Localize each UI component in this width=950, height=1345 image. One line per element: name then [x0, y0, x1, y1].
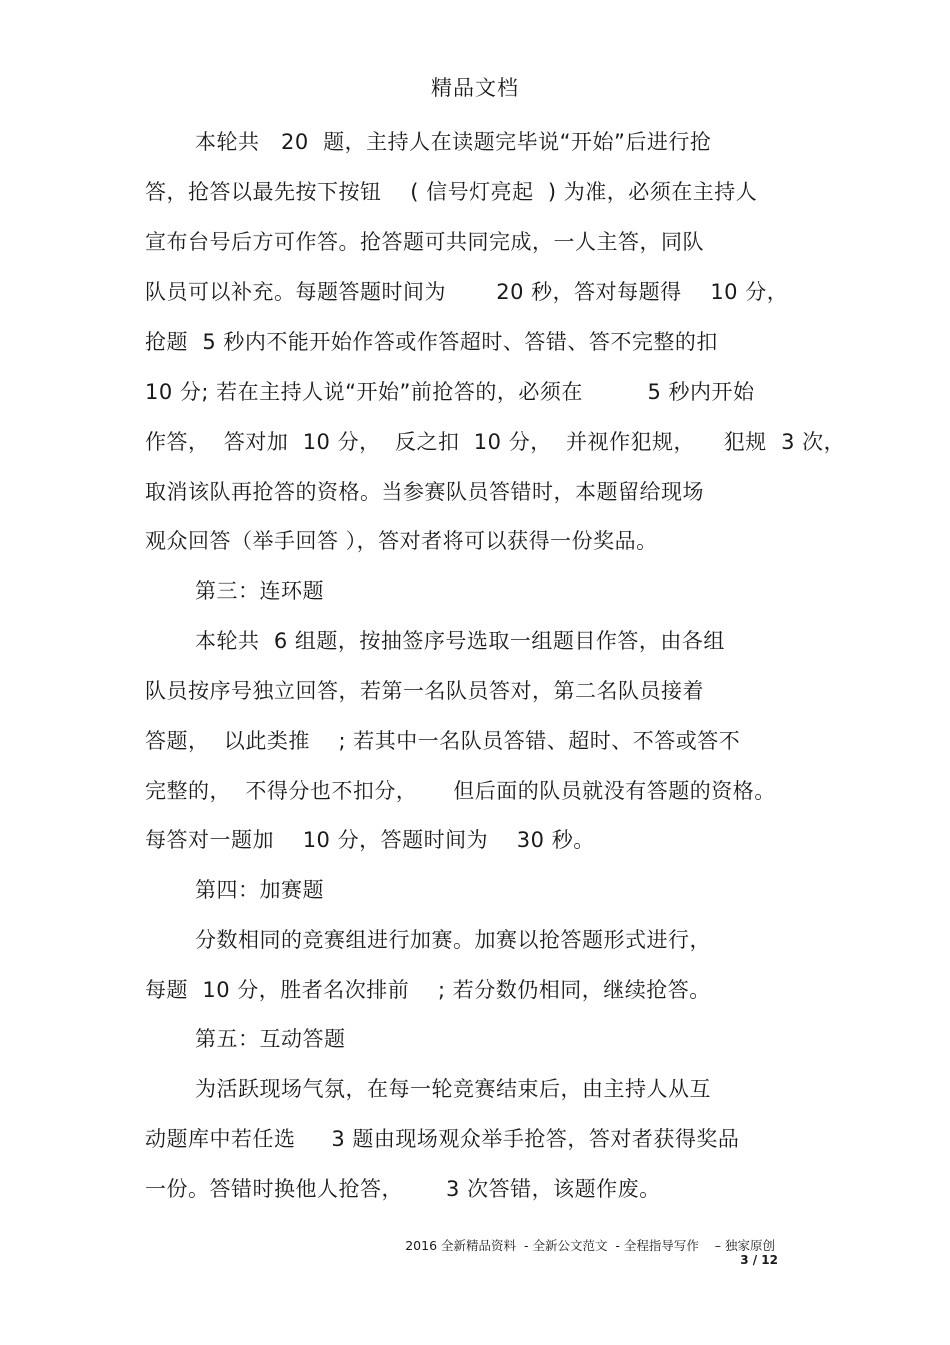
text-line: 本轮共 20 题，主持人在读题完毕说“开始”后进行抢: [195, 130, 712, 154]
text-line: 答题， 以此类推 ; 若其中一名队员答错、超时、不答或答不: [145, 729, 741, 753]
text-line: 队员可以补充。每题答题时间为 20 秒，答对每题得 10 分，: [145, 280, 789, 304]
section-heading: 第四：加赛题: [195, 878, 324, 902]
text-line: 每题 10 分，胜者名次排前 ; 若分数仍相同，继续抢答。: [145, 978, 711, 1002]
text-line: 观众回答（举手回答 ），答对者将可以获得一份奖品。: [145, 529, 658, 553]
text-line: 队员按序号独立回答，若第一名队员答对，第二名队员接着: [145, 679, 704, 703]
text-line: 每答对一题加 10 分，答题时间为 30 秒。: [145, 828, 595, 852]
text-line: 分数相同的竞赛组进行加赛。加赛以抢答题形式进行，: [195, 928, 711, 952]
page-header: 精品文档: [431, 76, 519, 100]
text-line: 作答， 答对加 10 分， 反之扣 10 分， 并视作犯规， 犯规 3 次，: [145, 430, 846, 454]
text-line: 完整的， 不得分也不扣分， 但后面的队员就没有答题的资格。: [145, 779, 776, 803]
section-heading: 第三：连环题: [195, 579, 324, 603]
text-line: 宣布台号后方可作答。抢答题可共同完成，一人主答，同队: [145, 230, 704, 254]
text-line: 10 分; 若在主持人说“开始”前抢答的，必须在 5 秒内开始: [145, 380, 755, 404]
section-heading: 第五：互动答题: [195, 1027, 346, 1051]
text-line: 取消该队再抢答的资格。当参赛队员答错时，本题留给现场: [145, 480, 704, 504]
text-line: 本轮共 6 组题，按抽签序号选取一组题目作答，由各组: [195, 629, 725, 653]
text-line: 为活跃现场气氛，在每一轮竞赛结束后，由主持人从互: [195, 1077, 711, 1101]
page-number: 3 / 12: [740, 1253, 778, 1267]
text-line: 动题库中若任选 3 题由现场观众举手抢答，答对者获得奖品: [145, 1127, 740, 1151]
text-line: 答，抢答以最先按下按钮 ( 信号灯亮起 ) 为准，必须在主持人: [145, 180, 758, 204]
page-footer: 2016 全新精品资料 - 全新公文范文 - 全程指导写作 – 独家原创: [405, 1238, 775, 1253]
text-line: 抢题 5 秒内不能开始作答或作答超时、答错、答不完整的扣: [145, 330, 718, 354]
text-line: 一份。答错时换他人抢答， 3 次答错，该题作废。: [145, 1177, 661, 1201]
